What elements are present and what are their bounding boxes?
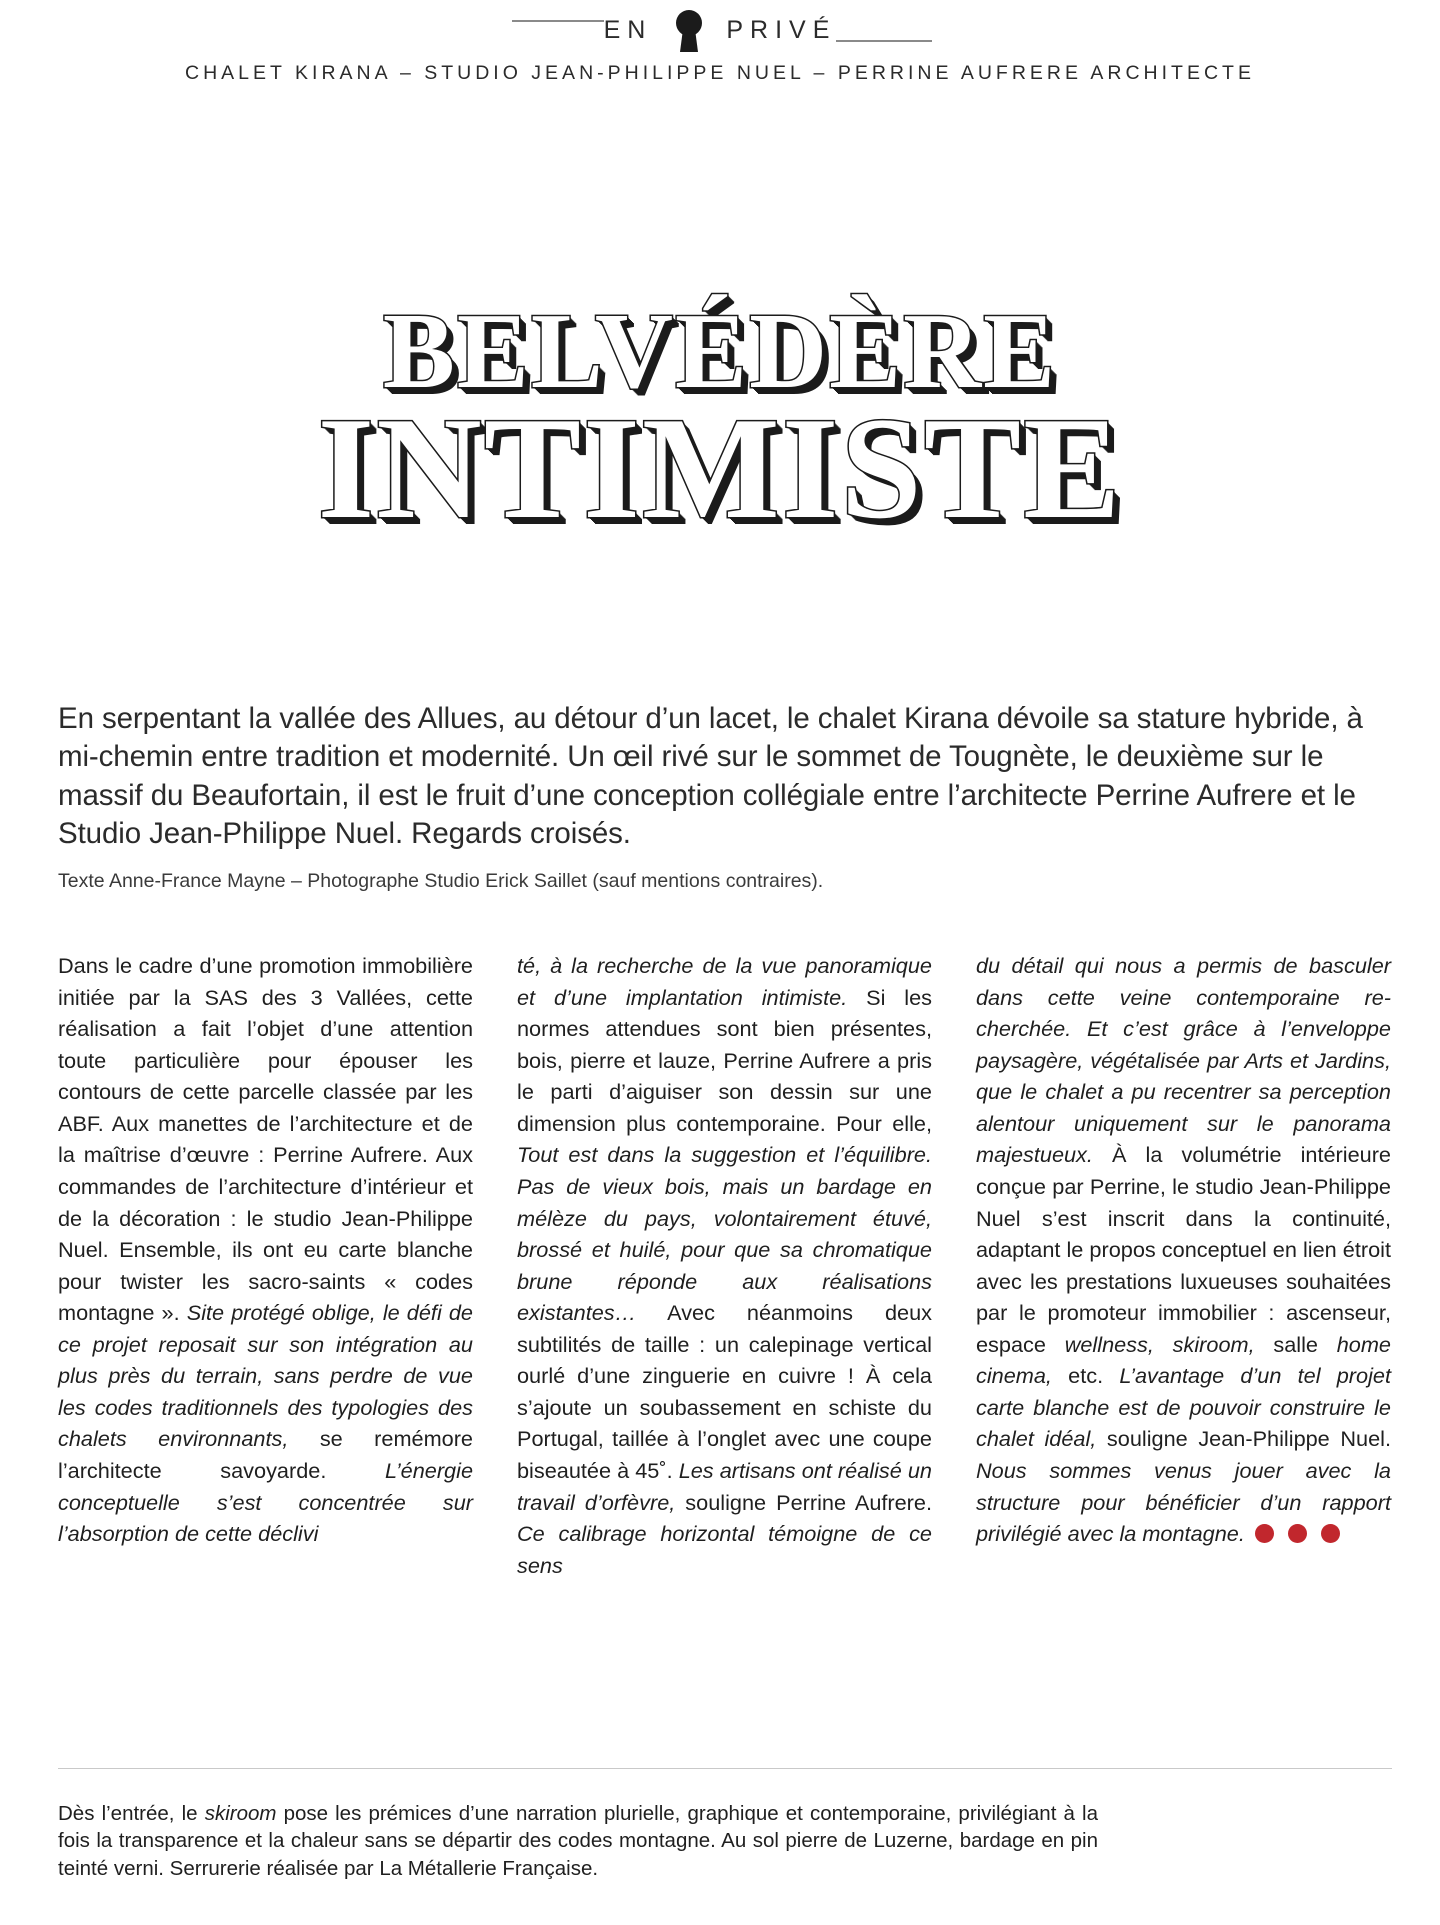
col2-italic-c: Les artisans ont réalisé un travail d’orfèvre, (517, 1458, 932, 1515)
article-title (0, 292, 1440, 549)
column-3-paragraph (976, 950, 1391, 1550)
col2-roman-a: Si les normes attendues sont bien présentes, bois, pierre et lauze, Perrine Aufrere a pris le parti d’aiguiser son dessin sur une dimension plus contemporaine. Pour elle, (517, 984, 933, 1136)
col3-roman-a: À la volumétrie intérieure conçue par Perrine, le studio Jean-Philippe Nuel s’est inscrit dans la continuité, adaptant le propos conceptuel en lien étroit avec les prestations luxueuses souhaitées par le promoteur immobilier : ascenseur, espace (976, 1142, 1391, 1357)
masthead (0, 6, 1440, 54)
col2-italic-d: Ce calibrage horizontal témoigne de ce sens (517, 1521, 932, 1578)
masthead-word-left-text: EN (603, 15, 653, 44)
caption-italic-skiroom: skiroom (204, 1802, 277, 1825)
end-dot-1 (1255, 1524, 1274, 1543)
col2-italic-a: té, à la recherche de la vue panoramique et d’une implantation intimiste. (517, 953, 932, 1010)
byline-credits: Texte Anne-France Mayne – Photographe Studio Erick Saillet (sauf mentions contraires). (58, 870, 824, 892)
caption-divider (58, 1768, 1392, 1769)
body-columns (58, 950, 1392, 1581)
keyhole-icon (666, 7, 712, 53)
col2-roman-c: souligne Perrine Aufrere. (675, 1489, 932, 1515)
end-dot-3 (1321, 1524, 1340, 1543)
masthead-word-right (712, 15, 837, 44)
col1-roman-a: Dans le cadre d’une promotion immobilière initiée par la SAS des 3 Vallées, cette réalisation a fait l’objet d’une attention toute particulière pour épouser les contours de cette parcelle classée par les ABF. Aux manettes de l’architecture et de la maîtrise d’œuvre : Perrine Aufrere. Aux commandes de l’architecture d’intérieur et de la décoration : le studio Jean-Philippe Nuel. Ensemble, ils ont eu carte blanche pour twister les sacro-saints « codes montagne ». (58, 953, 473, 1326)
masthead-rule-top (512, 20, 604, 22)
photo-caption (58, 1800, 1098, 1882)
caption-part-2: pose les prémices d’une narration plurielle, graphique et contemporaine, privilégiant à la fois la transparence et la chaleur sans se départir des codes montagne. Au sol pierre de Luzerne, bardage en pin teinté verni. Serrurerie réalisée par La Métallerie Française. (58, 1802, 1098, 1880)
col3-italic-b: wellness, skiroom, (1064, 1331, 1255, 1357)
col3-italic-e: Nous sommes venus jouer avec la structure pour bénéficier d’un rapport privilégié avec la montagne. (976, 1458, 1391, 1547)
masthead-word-right-text: PRIVÉ (726, 15, 837, 44)
col1-italic-a: Site protégé oblige, le défi de ce projet reposait sur son intégration au plus près du terrain, sans perdre de vue les codes traditionnels des typologies des chalets environnants, (58, 1300, 473, 1452)
col1-italic-b: L’énergie conceptuelle s’est concentrée sur l’absorption de cette déclivi (58, 1458, 473, 1547)
caption-part-1: Dès l’entrée, le (58, 1802, 205, 1825)
col3-roman-c: etc. (1051, 1363, 1120, 1389)
col1-roman-b: se remémore l’architecte savoyarde. (58, 1426, 473, 1483)
lead-paragraph: En serpentant la vallée des Allues, au détour d’un lacet, le chalet Kirana dévoile sa stature hybride, à mi-chemin entre tradition et modernité. Un œil rivé sur le sommet de Tougnète, le deuxième sur le massif du Beaufortain, il est le fruit d’une conception collégiale entre l’architecte Perrine Aufrere et le Studio Jean-Philippe Nuel. Regards croisés. (58, 702, 1363, 851)
col3-italic-c: home cinema, (976, 1331, 1391, 1389)
masthead-word-left (603, 15, 667, 44)
body-column-1 (58, 950, 473, 1581)
col3-italic-a: du détail qui nous a permis de basculer dans cette veine contemporaine recherchée. Et c’est grâce à l’enveloppe paysagère, végétalisée par Arts et Jardins, que le chalet a pu recentrer sa perception alentour uniquement sur le panorama majestueux. (976, 953, 1391, 1168)
title-line-1: BELVÉDÈRE (382, 292, 1058, 411)
col3-roman-b: salle (1254, 1331, 1337, 1357)
end-of-article-dots (1245, 1518, 1340, 1550)
col2-roman-b: Avec néanmoins deux subtilités de taille : un calepinage vertical ourlé d’une zinguerie en cuivre ! À cela s’ajoute un soubassement en schiste du Portugal, taillée à l’onglet avec une coupe biseautée à 45˚. (517, 1300, 932, 1483)
col3-roman-d: souligne Jean-Philippe Nuel. (1096, 1426, 1391, 1452)
title-line-2: INTIMISTE (317, 386, 1123, 549)
kicker-line: CHALET KIRANA – STUDIO JEAN-PHILIPPE NUEL – PERRINE AUFRERE ARCHITECTE (185, 62, 1255, 84)
column-1-paragraph (58, 950, 473, 1550)
column-2-paragraph (517, 950, 932, 1581)
body-column-3 (976, 950, 1391, 1581)
body-column-2 (517, 950, 932, 1581)
masthead-rule-bottom (836, 40, 932, 42)
col3-italic-d: L’avantage d’un tel projet carte blanche est de pouvoir construire le chalet idéal, (976, 1363, 1391, 1452)
end-dot-2 (1288, 1524, 1307, 1543)
col2-italic-b: Tout est dans la suggestion et l’équilibre. Pas de vieux bois, mais un bardage en mélèze du pays, volontairement étuvé, brossé et huilé, pour que sa chromatique brune réponde aux réalisations existantes… (517, 1142, 932, 1326)
